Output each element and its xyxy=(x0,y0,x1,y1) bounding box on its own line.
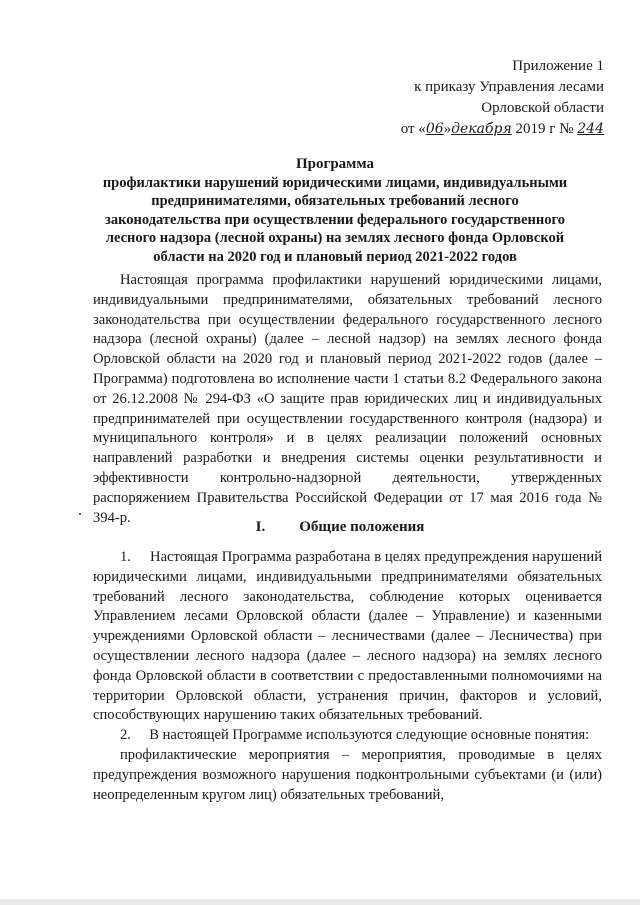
scan-mark xyxy=(79,513,81,515)
title-line-5: лесного надзора (лесной охраны) на землях лесного фонда Орловской xyxy=(105,230,565,247)
date-month-handwritten: декабря xyxy=(451,121,512,137)
order-number-handwritten: 244 xyxy=(577,121,604,137)
appendix-header xyxy=(401,56,604,140)
title-line-4: законодательства при осуществлении федерального государственного xyxy=(105,211,565,228)
program-title xyxy=(70,155,600,267)
intro-paragraph: Настоящая программа профилактики нарушений юридическими лицами, индивидуальными предпринимателями, обязательных требований лесного законодательства при осуществлении федерального государственного лесного надзора (лесной охраны) (далее – лесной надзор) на землях лесного фонда Орловской области на 2020 год и плановый период 2021-2022 годов (далее – Программа) подготовлена во исполнение части 1 статьи 8.2 Федерального закона от 26.12.2008 № 294-ФЗ «О защите прав юридических лиц и индивидуальных предпринимателей при осуществлении государственного контроля (надзора) и муниципального контроля» и в целях реализации положений основных направлений разработки и внедрения системы оценки результативности и эффективности контрольно-надзорной деятельности, утвержденных распоряжением Правительства Российской Федерации от 17 мая 2016 года № 394-р. xyxy=(93,272,602,526)
paragraph-1: 1. Настоящая Программа разработана в целях предупреждения нарушений юридическими лицами, индивидуальными предпринимателями обязательных требований лесного законодательства, соблюдение которых оценивается Управлением лесами Орловской области (далее – Управление) и казенными учреждениями Орловской области – лесничествами (далее – Лесничества) при осуществлении лесного надзора (далее – лесного надзора) на землях лесного фонда Орловской области в соответствии с предоставленными полномочиями на территории Орловской области, устранения причин, факторов и условий, способствующих нарушению таких обязательных требований. xyxy=(93,549,602,724)
appendix-date-line xyxy=(401,119,604,140)
section-body xyxy=(93,548,602,805)
title-line-2: профилактики нарушений юридическими лицами, индивидуальными xyxy=(102,174,568,191)
date-day-handwritten: 06 xyxy=(425,121,444,137)
date-prefix: от « xyxy=(400,121,426,137)
title-line-6: области на 2020 год и плановый период 2021-2022 годов xyxy=(153,248,517,265)
appendix-line-3: Орловской области xyxy=(481,100,604,116)
title-line-3: предпринимателями, обязательных требований лесного xyxy=(151,193,519,210)
section-title: Общие положения xyxy=(299,519,425,535)
date-mid: » xyxy=(443,121,452,137)
paragraph-3: профилактические мероприятия – мероприятия, проводимые в целях предупреждения возможного нарушения подконтрольными субъектами (и (или) неопределенным кругом лиц) обязательных требований, xyxy=(93,746,602,803)
appendix-line-2: к приказу Управления лесами xyxy=(414,79,604,95)
section-heading xyxy=(80,519,600,536)
appendix-line-1: Приложение 1 xyxy=(512,58,604,74)
section-number: I. xyxy=(255,519,266,535)
scan-bottom-edge xyxy=(0,899,640,905)
paragraph-2: 2. В настоящей Программе используются следующие основные понятия: xyxy=(120,727,590,744)
date-year: 2019 г № xyxy=(511,121,578,137)
title-line-1: Программа xyxy=(296,156,374,172)
